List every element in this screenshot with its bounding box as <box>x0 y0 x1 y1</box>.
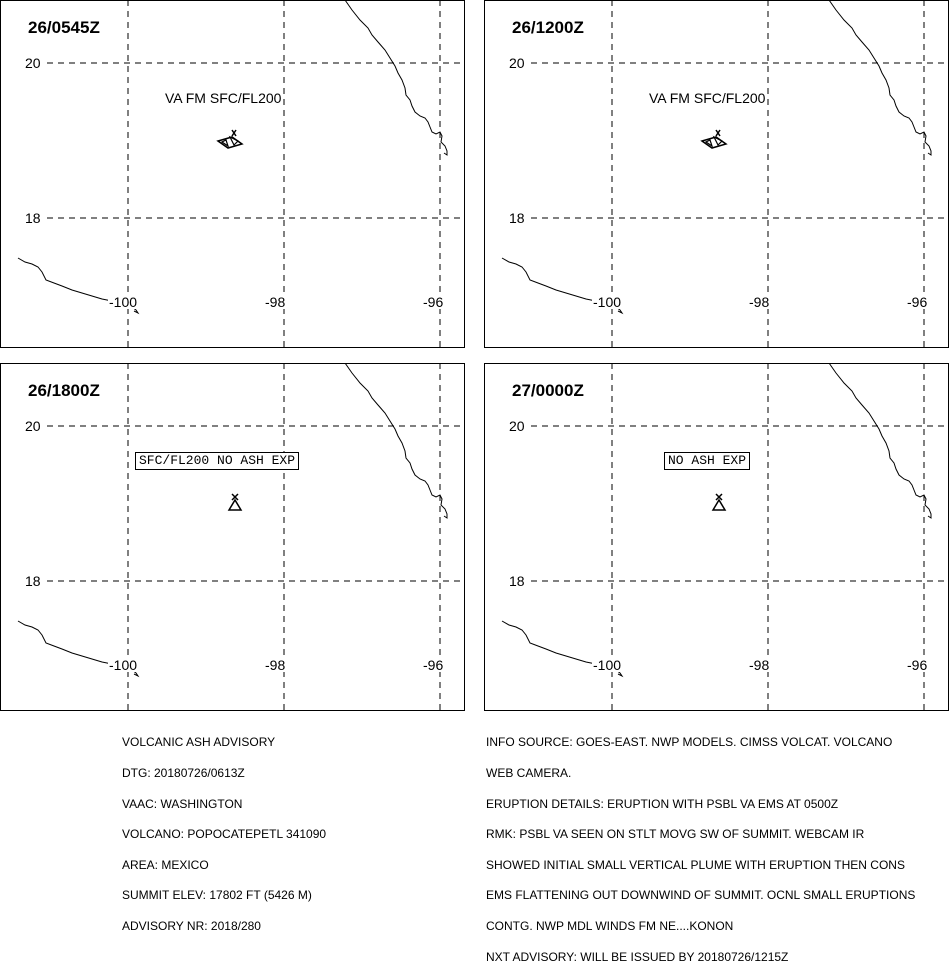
advisory-line: INFO SOURCE: GOES-EAST. NWP MODELS. CIMSS VOLCAT. VOLCANO <box>486 735 893 750</box>
map-frame <box>1 364 465 711</box>
map-canvas <box>484 0 949 348</box>
advisory-line: ERUPTION DETAILS: ERUPTION WITH PSBL VA EMS AT 0500Z <box>486 796 839 811</box>
map-frame <box>485 364 949 711</box>
advisory-line: RMK: PSBL VA SEEN ON STLT MOVG SW OF SUMMIT. WEBCAM IR <box>486 827 865 842</box>
valid-time-label: 26/1800Z <box>28 381 100 400</box>
ash-forecast-box: NO ASH EXP <box>664 452 750 470</box>
volcano-symbol <box>229 500 241 510</box>
advisory-line: CONTG. NWP MDL WINDS FM NE....KONON <box>486 918 734 933</box>
map-canvas <box>0 0 465 348</box>
map-frame <box>485 1 949 348</box>
advisory-line: DTG: 20180726/0613Z <box>122 766 245 780</box>
longitude-label: -96 <box>907 294 928 310</box>
latitude-label: 20 <box>25 418 41 434</box>
advisory-line: ADVISORY NR: 2018/280 <box>122 918 261 933</box>
volcano-symbol <box>713 500 725 510</box>
advisory-line: WEB CAMERA. <box>486 766 572 780</box>
coastline-gulf <box>345 363 447 518</box>
ash-cloud-polygon <box>218 137 242 148</box>
map-panel-0545z <box>0 0 465 348</box>
latitude-label: 18 <box>25 210 41 226</box>
ash-forecast-box: SFC/FL200 NO ASH EXP <box>135 452 299 470</box>
advisory-details-right <box>486 717 915 972</box>
map-panel-1800z <box>0 363 465 711</box>
advisory-line: VAAC: WASHINGTON <box>122 796 243 811</box>
ash-cloud-polygon <box>702 137 726 148</box>
valid-time-label: 26/1200Z <box>512 18 584 37</box>
advisory-line: SUMMIT ELEV: 17802 FT (5426 M) <box>122 888 312 903</box>
longitude-label: -100 <box>593 294 622 310</box>
advisory-line: NXT ADVISORY: WILL BE ISSUED BY 20180726/1215Z <box>486 949 789 964</box>
latitude-label: 20 <box>25 55 41 71</box>
map-panel-1200z <box>484 0 949 348</box>
longitude-label: -96 <box>423 294 444 310</box>
latitude-label: 20 <box>509 418 525 434</box>
volcano-symbol <box>716 130 720 136</box>
volcano-symbol <box>232 130 236 136</box>
ash-forecast-label: VA FM SFC/FL200 <box>165 90 282 106</box>
valid-time-label: 26/0545Z <box>28 18 100 37</box>
map-canvas <box>484 363 949 711</box>
latitude-label: 18 <box>25 573 41 589</box>
longitude-label: -96 <box>907 657 928 673</box>
coastline-gulf <box>345 0 447 155</box>
coastline-gulf <box>829 363 931 518</box>
longitude-label: -98 <box>265 294 286 310</box>
latitude-label: 18 <box>509 573 525 589</box>
longitude-label: -98 <box>749 294 770 310</box>
longitude-label: -100 <box>593 657 622 673</box>
coastline-gulf <box>829 0 931 155</box>
advisory-header-left <box>122 717 326 941</box>
longitude-label: -98 <box>265 657 286 673</box>
map-panel-0000z <box>484 363 949 711</box>
advisory-line: VOLCANIC ASH ADVISORY <box>122 735 276 750</box>
latitude-label: 18 <box>509 210 525 226</box>
longitude-label: -100 <box>109 294 138 310</box>
advisory-line: SHOWED INITIAL SMALL VERTICAL PLUME WITH ERUPTION THEN CONS <box>486 857 905 872</box>
valid-time-label: 27/0000Z <box>512 381 584 400</box>
ash-forecast-label: VA FM SFC/FL200 <box>649 90 766 106</box>
advisory-line: VOLCANO: POPOCATEPETL 341090 <box>122 827 327 842</box>
latitude-label: 20 <box>509 55 525 71</box>
longitude-label: -100 <box>109 657 138 673</box>
advisory-line: AREA: MEXICO <box>122 857 209 872</box>
map-canvas <box>0 363 465 711</box>
map-frame <box>1 1 465 348</box>
longitude-label: -98 <box>749 657 770 673</box>
advisory-line: EMS FLATTENING OUT DOWNWIND OF SUMMIT. OCNL SMALL ERUPTIONS <box>486 888 916 903</box>
longitude-label: -96 <box>423 657 444 673</box>
